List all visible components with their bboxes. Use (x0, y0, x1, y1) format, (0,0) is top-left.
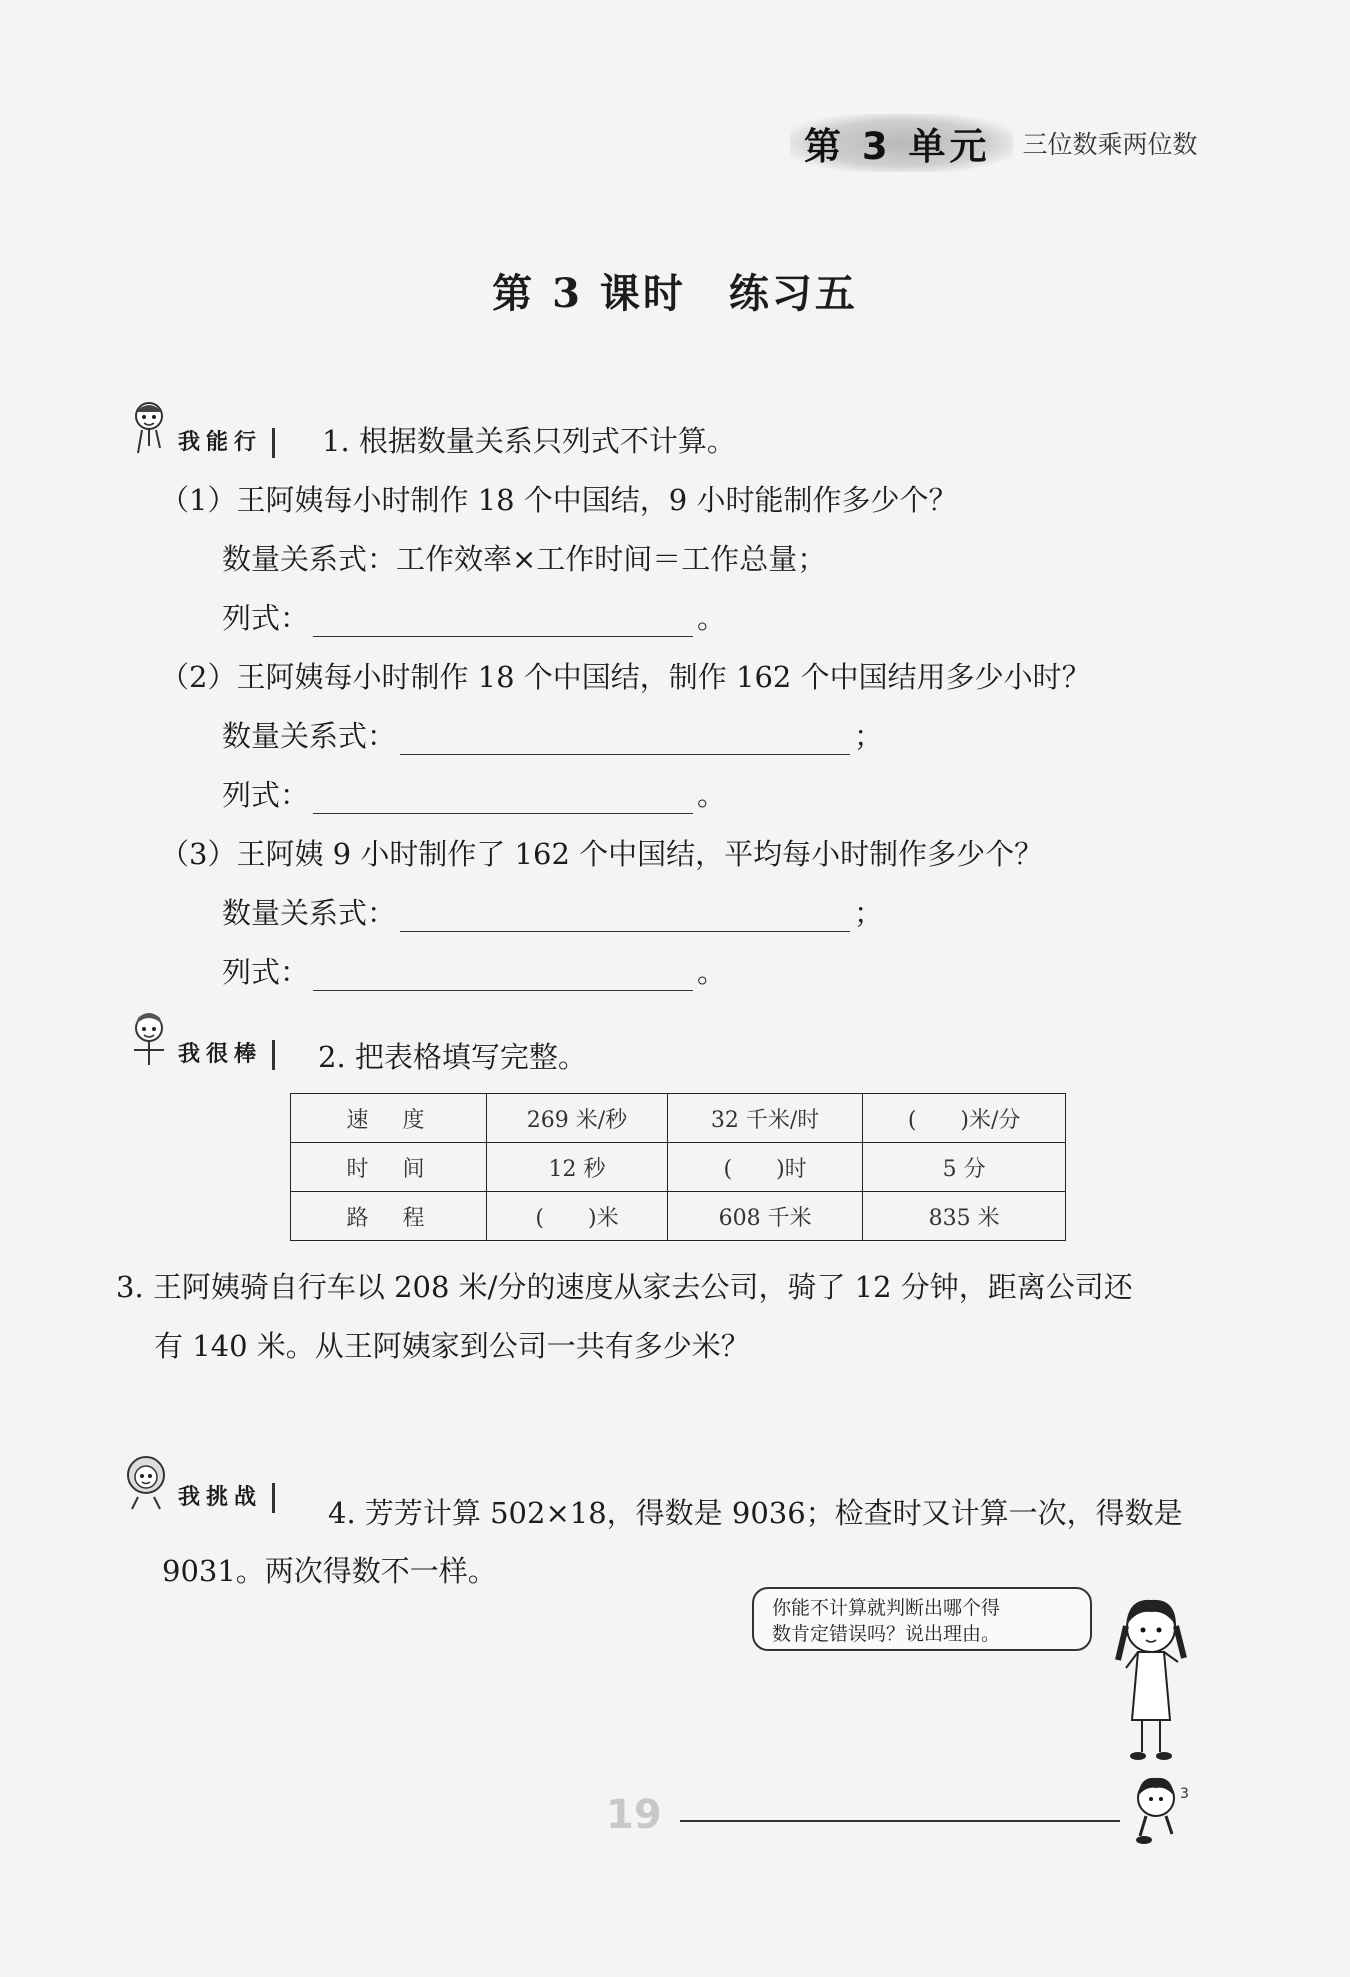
q1-part2-formula (222, 773, 726, 814)
relation-label: 数量关系式： (222, 719, 397, 753)
semicolon: ； (854, 896, 884, 930)
mascot-icon (124, 398, 174, 458)
girl-illustration (1096, 1590, 1206, 1770)
q1-part3: （3）王阿姨 9 小时制作了 162 个中国结，平均每小时制作多少个？ (160, 837, 1044, 871)
q1-part2-relation (222, 714, 883, 755)
table-cell: 608 千米 (667, 1192, 862, 1241)
table-cell-blank[interactable]: ( )米 (487, 1192, 668, 1241)
mascot-icon (118, 1453, 174, 1513)
formula-label: 列式： (222, 601, 310, 635)
table-row (291, 1094, 1066, 1143)
relation-blank[interactable] (400, 901, 850, 932)
table-row (291, 1192, 1066, 1241)
footer-rule (680, 1820, 1120, 1822)
bubble-line: 数肯定错误吗？说出理由。 (772, 1623, 1001, 1645)
formula-blank[interactable] (313, 960, 693, 991)
q1-part1-formula (222, 596, 726, 637)
lesson-title: 第 3 课时 练习五 (492, 270, 858, 317)
q1-part1: （1）王阿姨每小时制作 18 个中国结，9 小时能制作多少个？ (160, 483, 958, 517)
q4-line1: 4. 芳芳计算 502×18，得数是 9036；检查时又计算一次，得数是 (328, 1496, 1183, 1530)
row-header: 时 间 (291, 1143, 487, 1192)
speed-time-distance-table (290, 1093, 1066, 1241)
section-label: 我能行 (174, 428, 275, 458)
formula-label: 列式： (222, 955, 310, 989)
q1-part1-relation: 数量关系式：工作效率×工作时间＝工作总量； (222, 542, 827, 576)
bubble-line: 你能不计算就判断出哪个得 (772, 1597, 1001, 1619)
q4-line2: 9031。两次得数不一样。 (162, 1554, 497, 1588)
q3-line2: 有 140 米。从王阿姨家到公司一共有多少米？ (154, 1329, 750, 1363)
mascot-icon (124, 1010, 174, 1070)
table-cell: 5 分 (863, 1143, 1066, 1192)
footer-mascot-icon (1120, 1768, 1200, 1848)
speech-bubble (752, 1587, 1092, 1651)
table-cell: 12 秒 (487, 1143, 668, 1192)
period: 。 (697, 955, 727, 989)
page-number: 19 (606, 1792, 662, 1838)
relation-blank[interactable] (400, 724, 850, 755)
q1-stem: 1. 根据数量关系只列式不计算。 (322, 424, 736, 458)
q1-part3-relation (222, 891, 883, 932)
q2-stem: 2. 把表格填写完整。 (318, 1040, 587, 1074)
section-badge-great (124, 1010, 275, 1070)
unit-subtitle: 三位数乘两位数 (1022, 130, 1198, 159)
svg-text:3: 3 (1180, 1786, 1189, 1802)
formula-label: 列式： (222, 778, 310, 812)
unit-header (790, 118, 1198, 168)
q1-part3-formula (222, 950, 726, 991)
period: 。 (697, 778, 727, 812)
table-row (291, 1143, 1066, 1192)
table-cell: 835 米 (863, 1192, 1066, 1241)
relation-label: 数量关系式： (222, 896, 397, 930)
unit-title: 第 3 单元 (790, 114, 1013, 172)
formula-blank[interactable] (313, 606, 693, 637)
table-cell: 32 千米/时 (667, 1094, 862, 1143)
table-cell-blank[interactable]: ( )米/分 (863, 1094, 1066, 1143)
period: 。 (697, 601, 727, 635)
section-label: 我很棒 (174, 1040, 275, 1070)
section-badge-can-do (124, 398, 275, 458)
table-cell-blank[interactable]: ( )时 (667, 1143, 862, 1192)
row-header: 路 程 (291, 1192, 487, 1241)
table-cell: 269 米/秒 (487, 1094, 668, 1143)
section-label: 我挑战 (174, 1483, 275, 1513)
section-badge-challenge (118, 1453, 275, 1513)
row-header: 速 度 (291, 1094, 487, 1143)
q1-part2: （2）王阿姨每小时制作 18 个中国结，制作 162 个中国结用多少小时？ (160, 660, 1091, 694)
q3-line1: 3. 王阿姨骑自行车以 208 米/分的速度从家去公司，骑了 12 分钟，距离公司还 (116, 1270, 1133, 1304)
semicolon: ； (854, 719, 884, 753)
formula-blank[interactable] (313, 783, 693, 814)
